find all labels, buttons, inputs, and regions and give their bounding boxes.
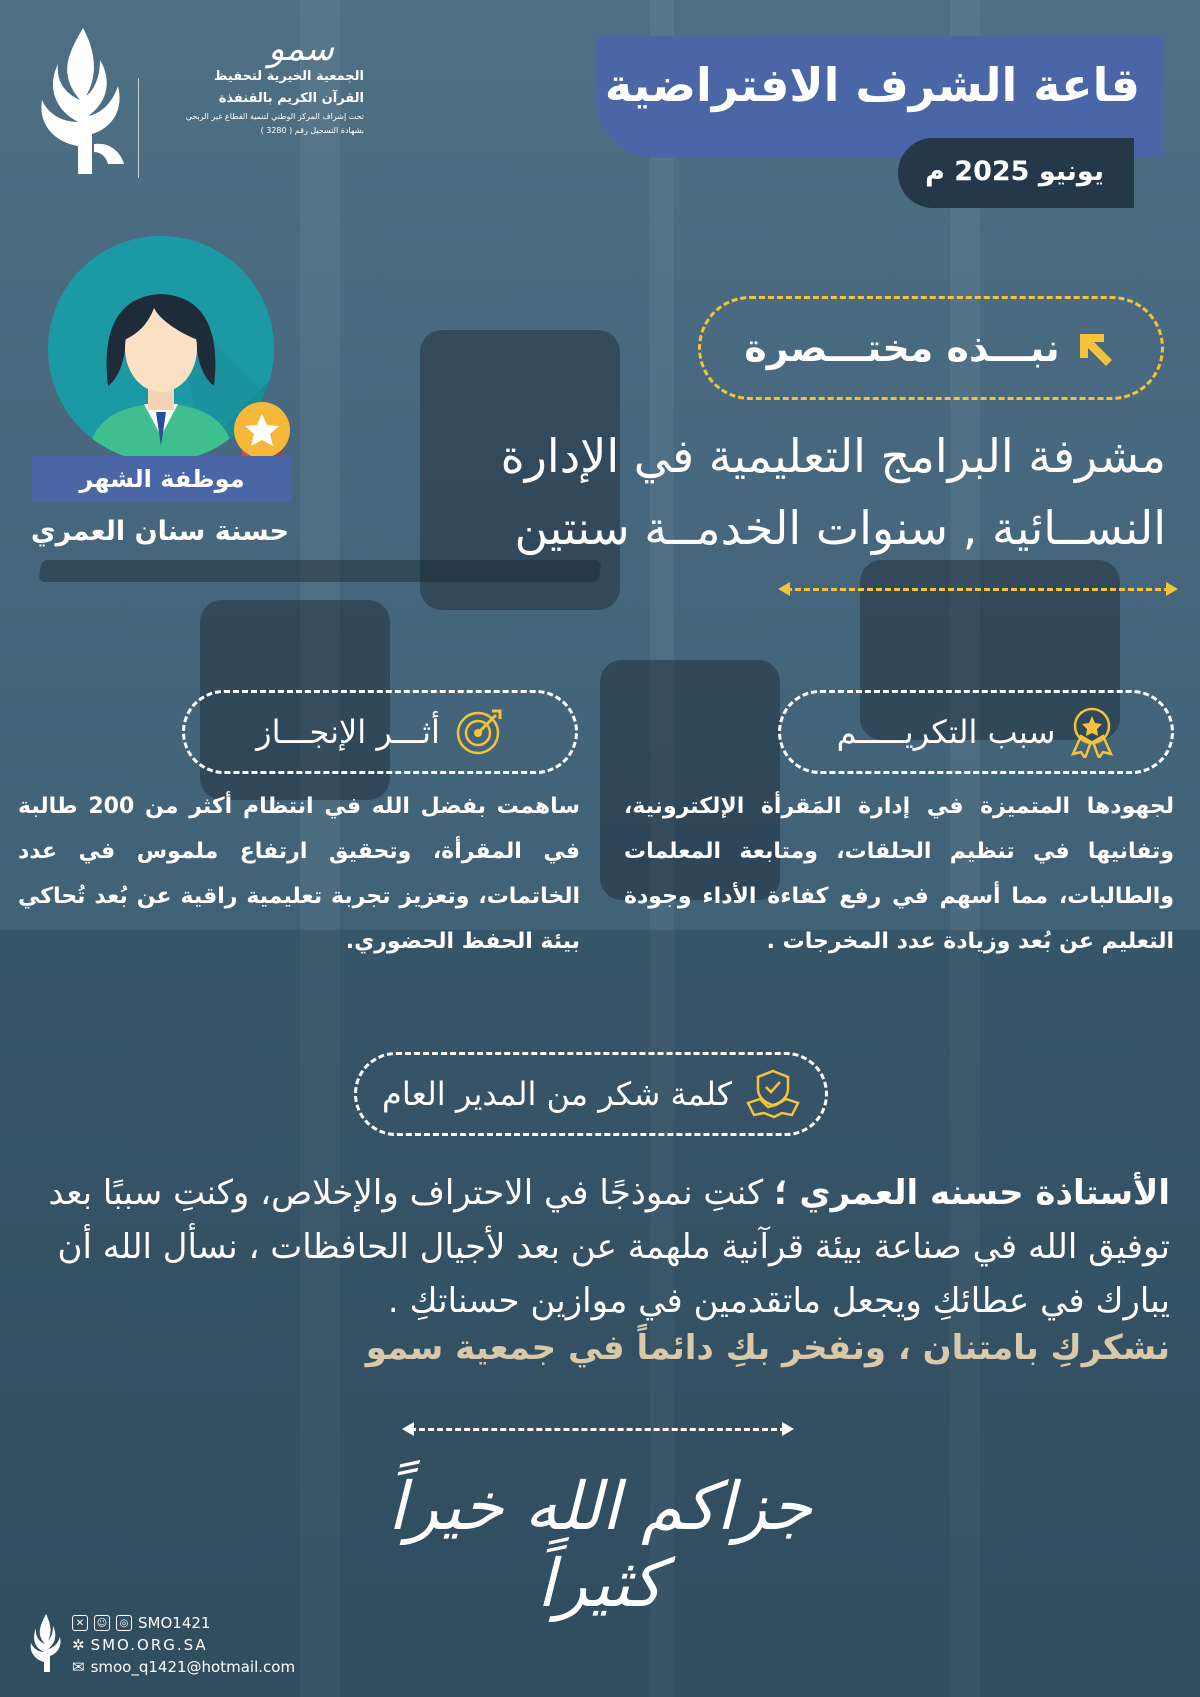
closing-line: نشكركِ بامتنان ، ونفخر بكِ دائماً في جمعية سمو [365,1328,1170,1368]
thanks-addressee: الأستاذة حسنه العمري ؛ [774,1173,1170,1213]
reason-heading-pill [778,690,1174,774]
logo-org-line-2: القرآن الكريم بالقنفذة [218,91,364,106]
logo-text [144,29,364,138]
arrow-up-left-icon [1074,326,1118,370]
reason-heading: سبب التكريـــــم [836,713,1056,751]
thanks-heading-pill [354,1052,828,1136]
medal-ribbon-icon [1069,706,1115,758]
reason-text: لجهودها المتميزة في إدارة المَقرأة الإلكترونية، وتفانيها في تنظيم الحلقات، ومتابعة المعلمات والطالبات، مما أسهم في رفع كفاءة الأداء وجودة التعليم عن بُعد وزيادة عدد المخرجات . [624,794,1174,954]
smo-logo-mark-icon [28,24,138,180]
thanks-heading: كلمة شكر من المدير العام [382,1075,732,1113]
footer-website-row[interactable] [72,1634,372,1656]
logo-org-line-1: الجمعية الخيرية لتحفيظ [213,69,364,84]
thanks-body: كنتِ نموذجًا في الاحتراف والإخلاص، وكنتِ سببًا بعد توفيق الله في صناعة بيئة قرآنية ملهمة عن بعد لأجيال الحافظات ، نسأل الله أن يبارك في عطائكِ ويجعل ماتقدمين في موازين حسناتكِ . [48,1173,1170,1321]
logo-sub-line-1: تحت إشراف المركز الوطني لتنمية القطاع غير الربحي [185,112,364,121]
website-link: SMO.ORG.SA [90,1636,208,1654]
instagram-icon: ◎ [116,1615,132,1631]
impact-text: ساهمت بفضل الله في انتظام أكثر من 200 طالبة في المقرأة، وتحقيق ارتفاع ملموس في عدد الخاتمات، وتعزيز تجربة تعليمية راقية عن بُعد تُحاكي بيئة الحفظ الحضوري. [18,794,580,954]
bio-heading-pill [698,296,1164,400]
x-twitter-icon: ✕ [72,1615,88,1631]
social-handle: SMO1421 [138,1614,211,1632]
target-icon [454,707,504,757]
date-label: يونيو 2025 م [925,156,1104,187]
footer-social-row[interactable] [72,1612,372,1634]
white-divider [410,1428,786,1431]
logo-sub-line-2: بشهادة التسجيل رقم ( 3280 ) [260,126,364,135]
handshake-shield-icon [746,1069,800,1119]
footer-email-row[interactable] [72,1656,372,1678]
employee-name: حسنة سنان العمري [30,516,290,547]
logo-divider [138,78,139,178]
footer-logo-icon [26,1612,66,1674]
date-banner [898,138,1134,208]
thanks-message [24,1166,1170,1328]
gold-divider [786,588,1170,591]
email-icon: ✉ [72,1658,85,1676]
impact-heading: أثـــر الإنجـــاز [256,713,440,751]
website-icon: ✲ [72,1636,85,1654]
organization-logo [28,24,364,184]
bio-heading: نبـــذه مختـــصرة [744,326,1060,370]
logo-brand: سمو [268,29,334,69]
employee-of-month-label: موظفة الشهر [32,456,292,502]
calligraphy-blessing: جزاكم الله خيراً كثيراً [387,1468,812,1622]
page-title: قاعة الشرف الافتراضية [604,58,1140,112]
impact-heading-pill [182,690,578,774]
snapchat-icon: ☺ [94,1615,110,1631]
bio-text: مشرفة البرامج التعليمية في الإدارة النســائية , سنوات الخدمــة سنتين [500,429,1166,555]
email-link: smoo_q1421@hotmail.com [90,1658,296,1676]
footer-contacts [72,1612,372,1678]
